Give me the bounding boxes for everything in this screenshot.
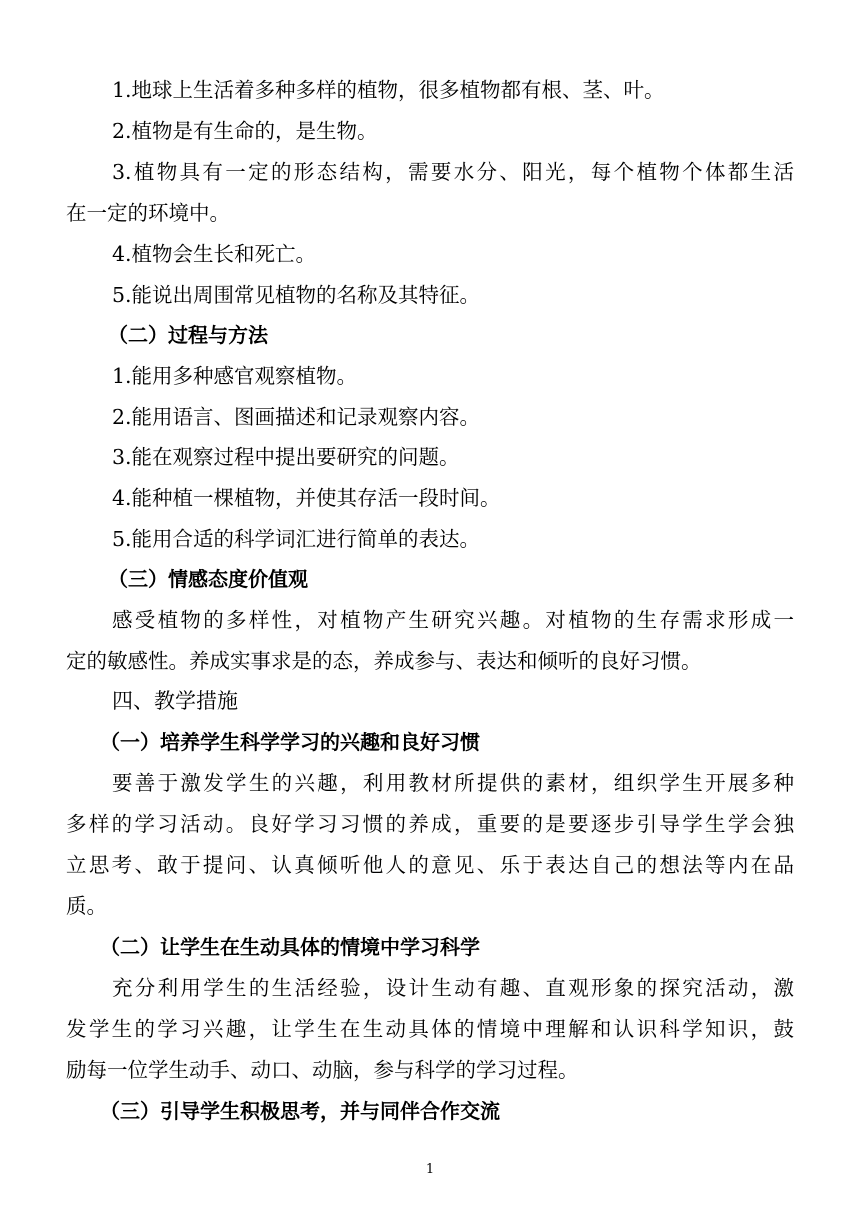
process-item-1: 1.能用多种感官观察植物。	[112, 364, 358, 388]
knowledge-item-3-cont: 在一定的环境中。	[66, 201, 230, 225]
measure-2-text-line-3: 励每一位学生动手、动口、动脑，参与科学的学习过程。	[66, 1058, 579, 1082]
process-item-2: 2.能用语言、图画描述和记录观察内容。	[112, 405, 481, 429]
measure-1-text-line-3: 立思考、敢于提问、认真倾听他人的意见、乐于表达自己的想法等内在品	[66, 853, 794, 877]
measure-2-heading: （二）让学生在生动具体的情境中学习科学	[100, 935, 480, 959]
process-item-4: 4.能种植一棵植物，并使其存活一段时间。	[112, 486, 501, 510]
emotion-heading: （三）情感态度价值观	[108, 567, 308, 591]
measure-1-text-line-4: 质。	[66, 894, 107, 918]
knowledge-item-1: 1.地球上生活着多种多样的植物，很多植物都有根、茎、叶。	[112, 78, 665, 102]
measure-1-text-line-1: 要善于激发学生的兴趣，利用教材所提供的素材，组织学生开展多种	[112, 771, 794, 795]
section-4-heading: 四、教学措施	[112, 689, 238, 713]
measure-1-text-line-2: 多样的学习活动。良好学习习惯的养成，重要的是要逐步引导学生学会独	[66, 812, 794, 836]
knowledge-item-3: 3.植物具有一定的形态结构，需要水分、阳光，每个植物个体都生活	[112, 160, 794, 184]
measure-3-heading: （三）引导学生积极思考，并与同伴合作交流	[100, 1099, 500, 1123]
measure-2-text-line-1: 充分利用学生的生活经验，设计生动有趣、直观形象的探究活动，激	[112, 976, 794, 1000]
page-number: 1	[425, 1162, 435, 1177]
measure-1-heading: （一）培养学生科学学习的兴趣和良好习惯	[100, 730, 480, 754]
emotion-text-line-1: 感受植物的多样性，对植物产生研究兴趣。对植物的生存需求形成一	[112, 608, 794, 632]
measure-2-text-line-2: 发学生的学习兴趣，让学生在生动具体的情境中理解和认识科学知识，鼓	[66, 1017, 794, 1041]
process-heading: （二）过程与方法	[108, 323, 268, 347]
emotion-text-line-2: 定的敏感性。养成实事求是的态，养成参与、表达和倾听的良好习惯。	[66, 649, 702, 673]
knowledge-item-4: 4.植物会生长和死亡。	[112, 242, 317, 266]
process-item-3: 3.能在观察过程中提出要研究的问题。	[112, 445, 460, 469]
process-item-5: 5.能用合适的科学词汇进行简单的表达。	[112, 527, 481, 551]
knowledge-item-5: 5.能说出周围常见植物的名称及其特征。	[112, 283, 481, 307]
knowledge-item-2: 2.植物是有生命的，是生物。	[112, 119, 378, 143]
